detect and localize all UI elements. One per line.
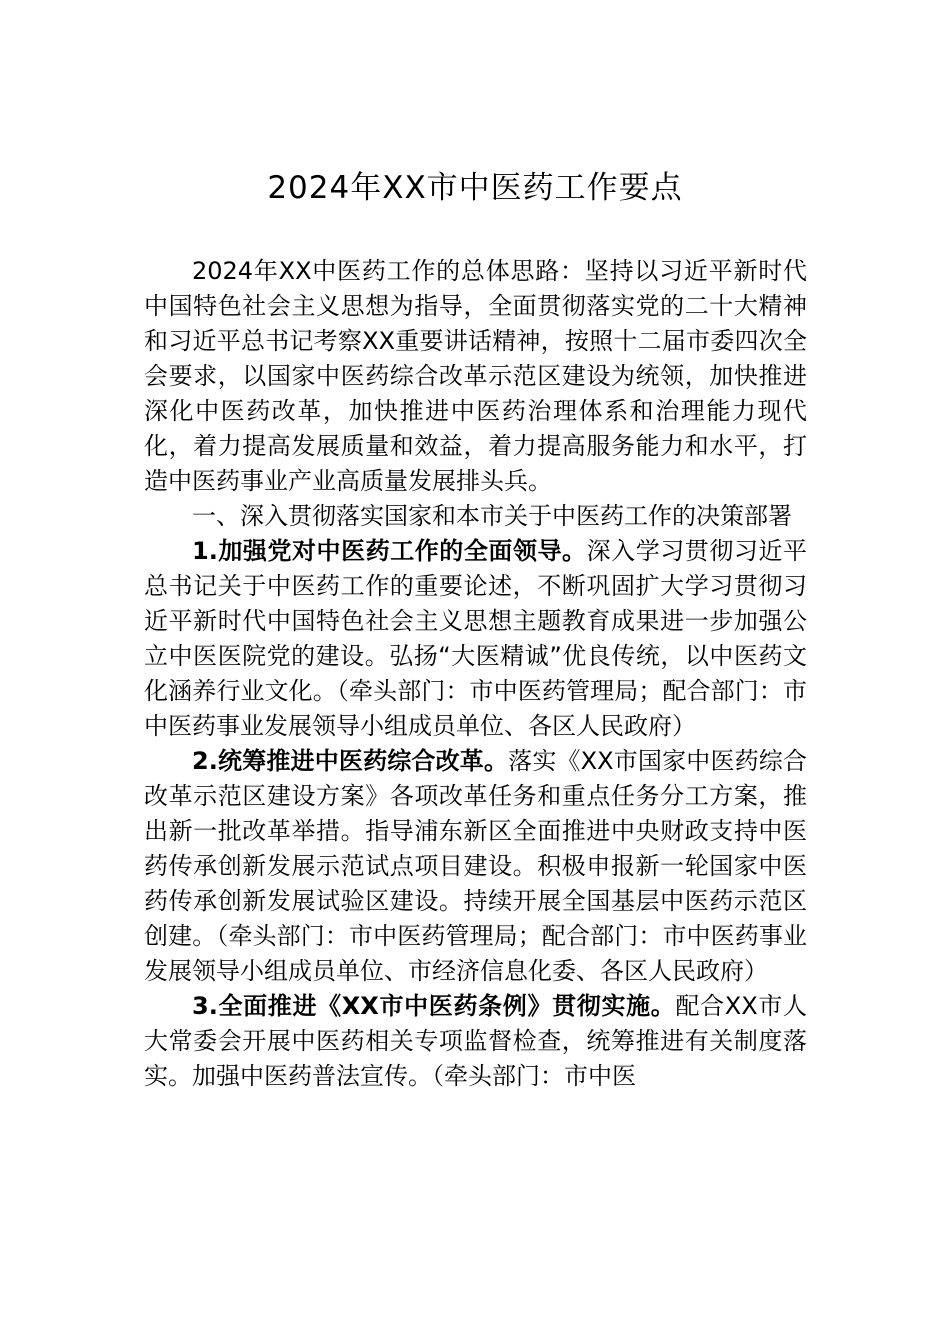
paragraph-text: 配合XX市人大常委会开展中医药相关专项监督检查，统筹推进有关制度落实。加强中医药普法宣传。（牵头部门：市中医: [144, 992, 807, 1090]
paragraph-item-2: [144, 744, 807, 989]
paragraph-text: 一、深入贯彻落实国家和本市关于中医药工作的决策部署: [192, 502, 792, 530]
paragraph-text: 2024年XX中医药工作的总体思路：坚持以习近平新时代中国特色社会主义思想为指导，全面贯彻落实党的二十大精神和习近平总书记考察XX重要讲话精神，按照十二届市委四次全会要求，以国家中医药综合改革示范区建设为统领，加快推进深化中医药改革，加快推进中医药治理体系和治理能力现代化，着力提高发展质量和效益，着力提高服务能力和水平，打造中医药事业产业高质量发展排头兵。: [144, 257, 807, 495]
paragraph-lead: 2.统筹推进中医药综合改革。: [192, 747, 509, 775]
paragraph-lead: 3.全面推进《XX市中医药条例》贯彻实施。: [192, 992, 676, 1020]
section-heading: [144, 499, 807, 534]
paragraph-lead: 1.加强党对中医药工作的全面领导。: [192, 537, 587, 565]
document-body: [144, 254, 807, 1094]
paragraph-overview: [144, 254, 807, 499]
document-title: [0, 166, 950, 210]
paragraph-item-1: [144, 534, 807, 744]
paragraph-item-3: [144, 989, 807, 1094]
document-title-text: 2024年XX市中医药工作要点: [267, 170, 683, 206]
paragraph-text: 深入学习贯彻习近平总书记关于中医药工作的重要论述，不断巩固扩大学习贯彻习近平新时代中国特色社会主义思想主题教育成果进一步加强公立中医医院党的建设。弘扬“大医精诚”优良传统，以中医药文化涵养行业文化。（牵头部门：市中医药管理局；配合部门：市中医药事业发展领导小组成员单位、各区人民政府）: [144, 537, 807, 740]
paragraph-text: 落实《XX市国家中医药综合改革示范区建设方案》各项改革任务和重点任务分工方案，推出新一批改革举措。指导浦东新区全面推进中央财政支持中医药传承创新发展示范试点项目建设。积极申报新一轮国家中医药传承创新发展试验区建设。持续开展全国基层中医药示范区创建。（牵头部门：市中医药管理局；配合部门：市中医药事业发展领导小组成员单位、市经济信息化委、各区人民政府）: [144, 747, 807, 985]
